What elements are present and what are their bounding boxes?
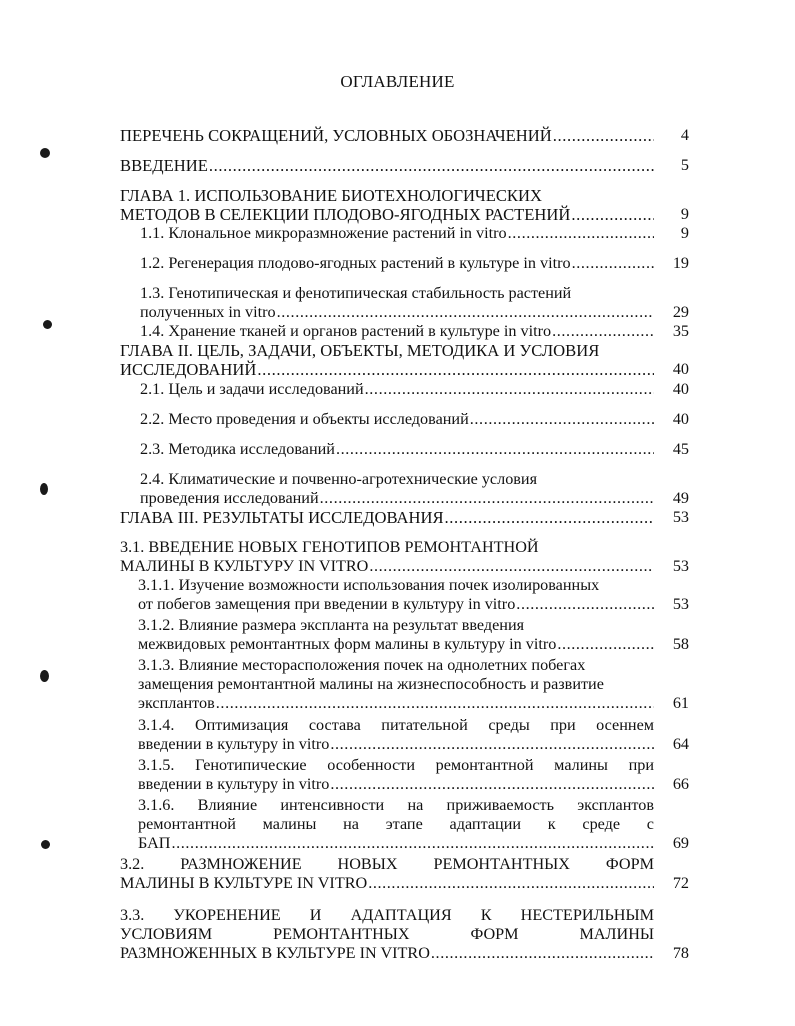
toc-page-number: 40 [672, 360, 689, 378]
toc-entry-title: 1.2. Регенерация плодово-ягодных растений в культуре in vitro [140, 254, 571, 272]
toc-entry-title-line: ИССЛЕДОВАНИЙ [120, 360, 257, 379]
toc-page-number: 19 [672, 254, 689, 272]
toc-entry-title-line: 3.1.6. Влияние интенсивности на приживаемость эксплантов [138, 796, 654, 814]
toc-entry-title-line: РАЗМНОЖЕННЫХ В КУЛЬТУРЕ IN VITRO [120, 944, 430, 962]
toc-page-number: 49 [672, 489, 689, 507]
dot-leader [277, 303, 654, 322]
toc-entry[interactable] [138, 796, 689, 853]
toc-entry-title-line: 3.1.5. Генотипические особенности ремонтантной малины при [138, 756, 654, 774]
toc-entry[interactable] [120, 156, 689, 175]
toc-entry-title-line: УСЛОВИЯМ РЕМОНТАНТНЫХ ФОРМ МАЛИНЫ [120, 925, 654, 943]
dot-leader [369, 557, 654, 576]
toc-page-number: 5 [680, 156, 689, 174]
toc-entry-title-line: МАЛИНЫ В КУЛЬТУРУ IN VITRO [120, 557, 369, 575]
toc-page-number: 66 [672, 775, 689, 793]
toc-page-number: 78 [672, 944, 689, 962]
binder-hole-mark [43, 320, 52, 329]
dot-leader [320, 489, 654, 508]
toc-page-number: 29 [672, 303, 689, 321]
toc-entry[interactable] [140, 224, 689, 243]
dot-leader [209, 156, 654, 175]
toc-entry-title-line: 3.1. ВВЕДЕНИЕ НОВЫХ ГЕНОТИПОВ РЕМОНТАНТНОЙ [120, 538, 539, 556]
toc-entry[interactable] [120, 186, 689, 224]
dot-leader [171, 834, 654, 853]
toc-page-number: 9 [680, 205, 689, 223]
toc-page-number: 72 [672, 874, 689, 892]
toc-entry[interactable] [120, 508, 689, 527]
dot-leader [216, 694, 654, 713]
toc-entry-title: 2.2. Место проведения и объекты исследований [140, 410, 469, 428]
toc-page-number: 53 [672, 557, 689, 575]
dot-leader [330, 735, 654, 754]
dot-leader [431, 944, 654, 963]
toc-page-number: 53 [672, 508, 689, 526]
toc-page-number: 45 [672, 440, 689, 458]
toc-page-number: 40 [672, 410, 689, 428]
toc-entry[interactable] [140, 410, 689, 429]
toc-page-number: 35 [672, 322, 689, 340]
toc-entry-title-line: 2.4. Климатические и почвенно-агротехнические условия [140, 470, 538, 488]
toc-entry-title-line: МЕТОДОВ В СЕЛЕКЦИИ ПЛОДОВО-ЯГОДНЫХ РАСТЕНИЙ [120, 205, 571, 224]
toc-entry-title: 1.4. Хранение тканей и органов растений в культуре in vitro [140, 322, 552, 340]
toc-entry-title-line: 3.1.3. Влияние месторасположения почек на однолетних побегах [138, 656, 586, 674]
dot-leader [557, 635, 654, 654]
binder-hole-mark [41, 840, 50, 849]
dot-leader [516, 595, 654, 614]
toc-entry[interactable] [140, 440, 689, 459]
toc-entry-title-line: 3.2. РАЗМНОЖЕНИЕ НОВЫХ РЕМОНТАНТНЫХ ФОРМ [120, 855, 654, 873]
page-title: ОГЛАВЛЕНИЕ [340, 72, 455, 91]
toc-entry[interactable] [138, 616, 689, 654]
toc-entry-title-line: МАЛИНЫ В КУЛЬТУРЕ IN VITRO [120, 874, 368, 892]
toc-page-number: 9 [680, 224, 689, 242]
toc-entry-title: ГЛАВА III. РЕЗУЛЬТАТЫ ИССЛЕДОВАНИЯ [120, 508, 444, 527]
dot-leader [330, 775, 654, 794]
dot-leader [365, 380, 654, 399]
toc-entry-title-line: 3.1.1. Изучение возможности использования почек изолированных [138, 576, 600, 594]
toc-entry[interactable] [120, 538, 689, 576]
toc-page-number: 58 [672, 635, 689, 653]
toc-entry[interactable] [120, 126, 689, 145]
toc-page-number: 4 [680, 126, 689, 144]
toc-page-number: 61 [672, 694, 689, 712]
toc-entry[interactable] [138, 716, 689, 754]
toc-entry[interactable] [138, 576, 689, 614]
toc-page-number: 64 [672, 735, 689, 753]
toc-entry-title-line: 1.3. Генотипическая и фенотипическая стабильность растений [140, 284, 572, 302]
toc-page-number: 69 [672, 834, 689, 852]
dot-leader [571, 205, 654, 224]
toc-page-number: 40 [672, 380, 689, 398]
toc-entry[interactable] [138, 656, 689, 713]
toc-entry-title-line: ремонтантной малины на этапе адаптации к среде с [138, 815, 654, 833]
dot-leader [553, 126, 654, 145]
toc-entry[interactable] [120, 906, 689, 963]
toc-entry-title-line: полученных in vitro [140, 303, 276, 321]
dot-leader [336, 440, 654, 459]
binder-hole-mark [40, 670, 49, 682]
dot-leader [508, 224, 654, 243]
toc-entry-title-line: 3.3. УКОРЕНЕНИЕ И АДАПТАЦИЯ К НЕСТЕРИЛЬНЫМ [120, 906, 654, 924]
toc-entry-title-line: проведения исследований [140, 489, 319, 507]
toc-entry[interactable] [140, 284, 689, 322]
dot-leader [552, 322, 654, 341]
toc-entry[interactable] [140, 322, 689, 341]
dot-leader [470, 410, 654, 429]
binder-hole-mark [40, 148, 50, 158]
toc-entry[interactable] [140, 470, 689, 508]
toc-entry-title-line: введении в культуру in vitro [138, 775, 330, 793]
toc-page-number: 53 [672, 595, 689, 613]
toc-entry-title-line: 3.1.2. Влияние размера экспланта на результат введения [138, 616, 525, 634]
toc-entry[interactable] [120, 855, 689, 893]
toc-entry-title-line: 3.1.4. Оптимизация состава питательной среды при осеннем [138, 716, 654, 734]
toc-entry-title-line: ГЛАВА II. ЦЕЛЬ, ЗАДАЧИ, ОБЪЕКТЫ, МЕТОДИКА И УСЛОВИЯ [120, 341, 600, 360]
toc-entry-title-line: межвидовых ремонтантных форм малины в культуру in vitro [138, 635, 557, 653]
toc-entry-title-line: введении в культуру in vitro [138, 735, 330, 753]
binder-hole-mark [40, 483, 48, 495]
dot-leader [257, 360, 654, 379]
toc-entry-title-line: ГЛАВА 1. ИСПОЛЬЗОВАНИЕ БИОТЕХНОЛОГИЧЕСКИХ [120, 186, 542, 205]
toc-entry-title-line: БАП [138, 834, 171, 852]
toc-entry[interactable] [120, 341, 689, 379]
toc-entry-title-line: замещения ремонтантной малины на жизнеспособность и развитие [138, 675, 604, 693]
toc-entry-title: 1.1. Клональное микроразмножение растений in vitro [140, 224, 507, 242]
toc-entry-title: ВВЕДЕНИЕ [120, 156, 208, 175]
toc-entry-title: 2.1. Цель и задачи исследований [140, 380, 364, 398]
toc-entry[interactable] [140, 380, 689, 399]
dot-leader [368, 874, 654, 893]
toc-entry[interactable] [138, 756, 689, 794]
toc-entry-title: 2.3. Методика исследований [140, 440, 335, 458]
toc-entry-title-line: эксплантов [138, 694, 215, 712]
toc-entry-title-line: от побегов замещения при введении в культуру in vitro [138, 595, 516, 613]
dot-leader [572, 254, 654, 273]
dot-leader [445, 508, 654, 527]
toc-entry-title: ПЕРЕЧЕНЬ СОКРАЩЕНИЙ, УСЛОВНЫХ ОБОЗНАЧЕНИЙ [120, 126, 552, 145]
toc-entry[interactable] [140, 254, 689, 273]
